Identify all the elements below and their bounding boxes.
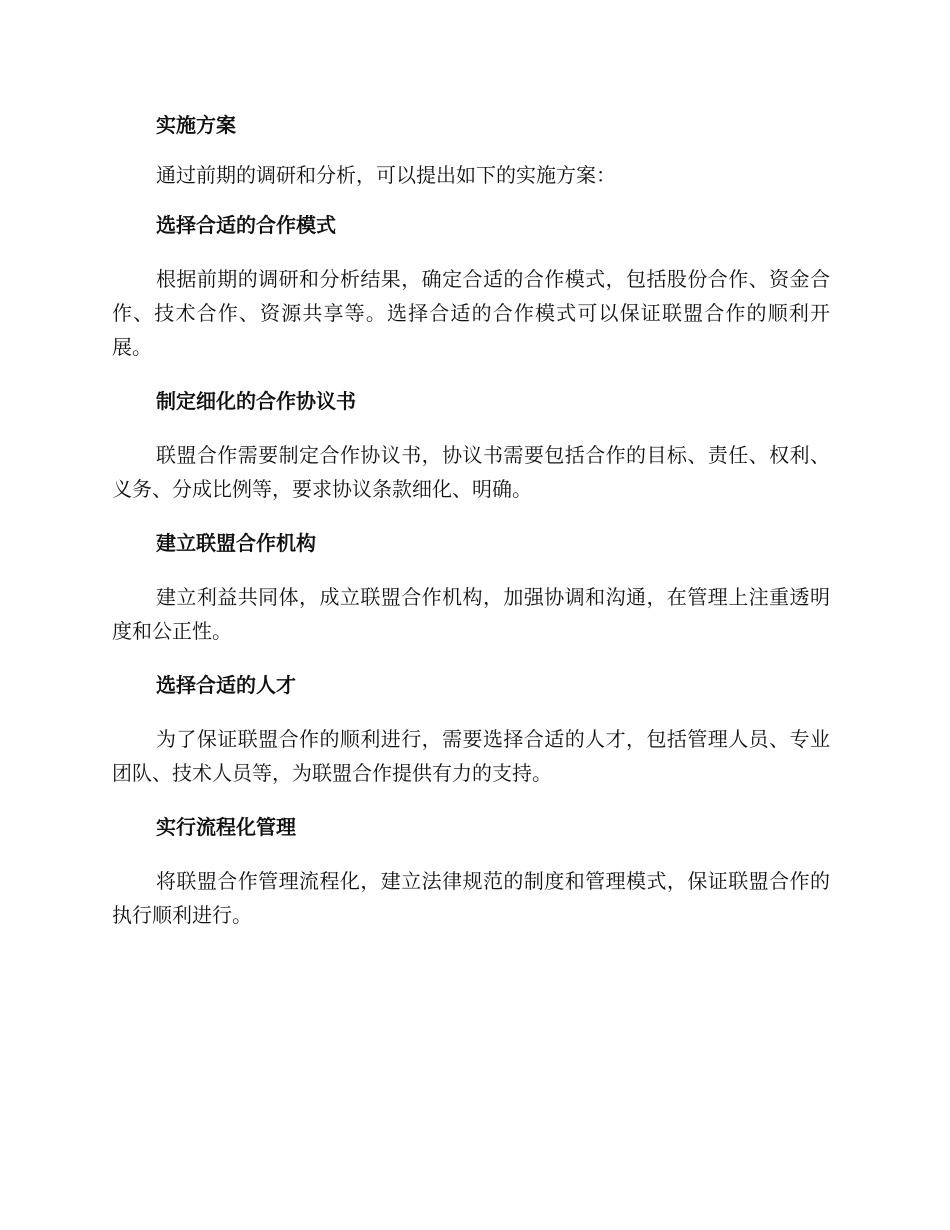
section-body-agreement: 联盟合作需要制定合作协议书，协议书需要包括合作的目标、责任、权利、义务、分成比例等，要求协议条款细化、明确。 xyxy=(112,443,830,501)
document-title: 实施方案 xyxy=(156,113,236,137)
intro-paragraph: 通过前期的调研和分析，可以提出如下的实施方案： xyxy=(156,163,616,187)
section-body-talent: 为了保证联盟合作的顺利进行，需要选择合适的人才，包括管理人员、专业团队、技术人员等，为联盟合作提供有力的支持。 xyxy=(112,727,830,785)
section-heading-cooperation-mode: 选择合适的合作模式 xyxy=(156,213,336,237)
section-body-organization: 建立利益共同体，成立联盟合作机构，加强协调和沟通，在管理上注重透明度和公正性。 xyxy=(112,585,830,643)
section-body-cooperation-mode: 根据前期的调研和分析结果，确定合适的合作模式，包括股份合作、资金合作、技术合作、资源共享等。选择合适的合作模式可以保证联盟合作的顺利开展。 xyxy=(112,267,830,359)
section-body-process-management: 将联盟合作管理流程化，建立法律规范的制度和管理模式，保证联盟合作的执行顺利进行。 xyxy=(112,869,830,927)
document-page xyxy=(112,108,830,932)
section-heading-organization: 建立联盟合作机构 xyxy=(156,531,316,555)
section-heading-agreement: 制定细化的合作协议书 xyxy=(156,389,356,413)
section-heading-talent: 选择合适的人才 xyxy=(156,673,296,697)
section-heading-process-management: 实行流程化管理 xyxy=(156,815,296,839)
